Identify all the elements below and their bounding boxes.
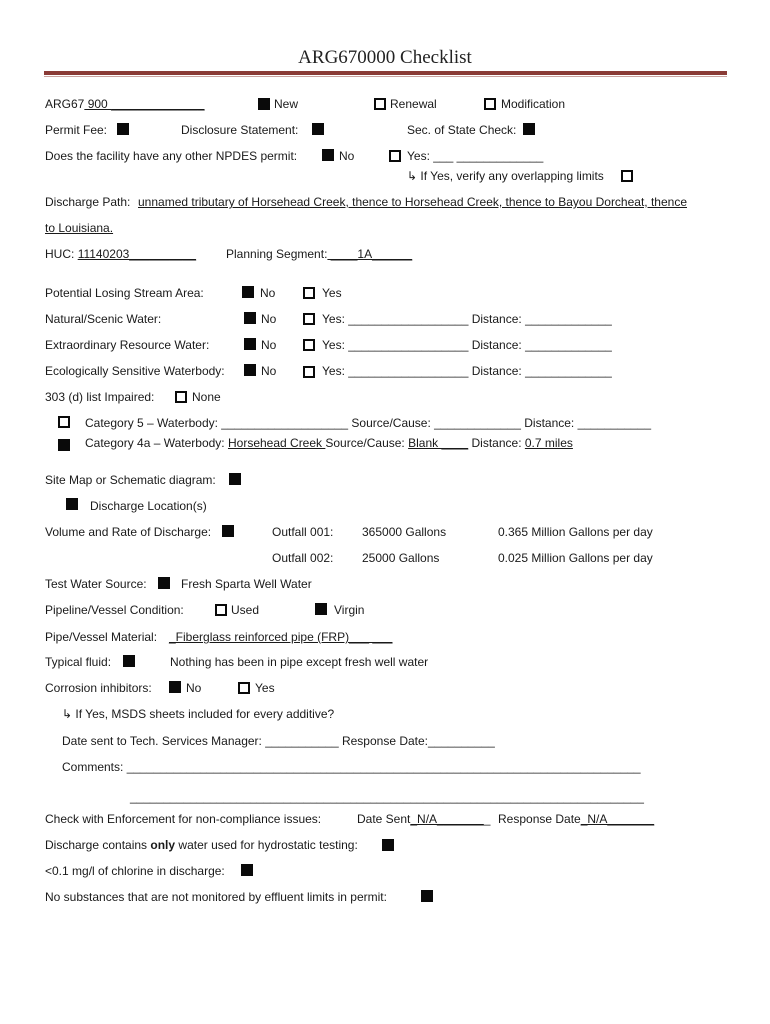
- disclosure-label: Disclosure Statement:: [181, 123, 299, 137]
- corrosion-yes-label: Yes: [255, 681, 275, 695]
- huc-label: HUC: 11140203__________: [45, 247, 197, 261]
- discharge-location-label: Discharge Location(s): [90, 499, 207, 513]
- modification-label: Modification: [501, 97, 566, 111]
- sec-state-checkbox[interactable]: [523, 123, 535, 135]
- extraordinary-label: Extraordinary Resource Water:: [45, 338, 210, 352]
- virgin-label: Virgin: [334, 603, 365, 617]
- pipeline-condition-label: Pipeline/Vessel Condition:: [45, 603, 184, 617]
- outfall-002-label: Outfall 002:: [272, 551, 334, 565]
- losing-no-label: No: [260, 286, 276, 300]
- ecologically-sensitive-label: Ecologically Sensitive Waterbody:: [45, 364, 225, 378]
- corrosion-yes-checkbox[interactable]: [238, 682, 250, 694]
- no-substances-checkbox[interactable]: [421, 890, 433, 902]
- discharge-path-value-cont: to Louisiana.: [45, 221, 114, 235]
- hydrostatic-only-checkbox[interactable]: [382, 839, 394, 851]
- natural-yes-checkbox[interactable]: [303, 313, 315, 325]
- natural-no-checkbox[interactable]: [244, 312, 256, 324]
- eco-yes-label: Yes: __________________ Distance: _____________: [322, 364, 612, 378]
- impaired-label: 303 (d) list Impaired:: [45, 390, 155, 404]
- huc-value: 11140203__________: [77, 247, 197, 261]
- corrosion-label: Corrosion inhibitors:: [45, 681, 152, 695]
- npdes-question: Does the facility have any other NPDES permit:: [45, 149, 298, 163]
- typical-fluid-label: Typical fluid:: [45, 655, 112, 669]
- disclosure-checkbox[interactable]: [312, 123, 324, 135]
- npdes-no-label: No: [339, 149, 355, 163]
- arg-value: 900: [84, 97, 112, 111]
- new-label: New: [274, 97, 299, 111]
- discharge-path-label: Discharge Path:: [45, 195, 131, 209]
- used-checkbox[interactable]: [215, 604, 227, 616]
- category4a-distance: 0.7 miles: [524, 436, 573, 450]
- chlorine-label: <0.1 mg/l of chlorine in discharge:: [45, 864, 225, 878]
- response-date: Response Date_N/A_______: [498, 812, 655, 826]
- extraordinary-no-label: No: [261, 338, 277, 352]
- outfall-001-gallons: 365000 Gallons: [362, 525, 447, 539]
- outfall-001-label: Outfall 001:: [272, 525, 334, 539]
- tech-services-dates: Date sent to Tech. Services Manager: ___________ Response Date:__________: [62, 734, 495, 748]
- category4a-source: Blank ____: [408, 436, 469, 450]
- planning-segment-value: ____1A______: [327, 247, 413, 261]
- arg-label: ARG67 900 ______________: [45, 97, 205, 111]
- used-label: Used: [231, 603, 260, 617]
- outfall-002-rate: 0.025 Million Gallons per day: [498, 551, 653, 565]
- extraordinary-no-checkbox[interactable]: [244, 338, 256, 350]
- new-checkbox[interactable]: [258, 98, 270, 110]
- impaired-none-checkbox[interactable]: [175, 391, 187, 403]
- title-rule-thin: [44, 76, 727, 77]
- response-date-value: _N/A_______: [580, 812, 655, 826]
- category5-text: Category 5 – Waterbody: ___________________ Source/Cause: _____________ Distance: ___________: [85, 416, 651, 430]
- renewal-label: Renewal: [390, 97, 437, 111]
- sec-state-label: Sec. of State Check:: [407, 123, 517, 137]
- natural-no-label: No: [261, 312, 277, 326]
- corrosion-no-checkbox[interactable]: [169, 681, 181, 693]
- date-sent: Date Sent_N/A________: [357, 812, 491, 826]
- comments-line: _____________________________________________________________________________: [126, 760, 641, 774]
- permit-fee-label: Permit Fee:: [45, 123, 108, 137]
- msds-note: ↳ If Yes, MSDS sheets included for every additive?: [62, 707, 335, 721]
- npdes-no-checkbox[interactable]: [322, 149, 334, 161]
- losing-no-checkbox[interactable]: [242, 286, 254, 298]
- category4a-waterbody: Horsehead Creek: [227, 436, 326, 450]
- eco-yes-checkbox[interactable]: [303, 366, 315, 378]
- losing-stream-label: Potential Losing Stream Area:: [45, 286, 204, 300]
- typical-fluid-checkbox[interactable]: [123, 655, 135, 667]
- eco-no-checkbox[interactable]: [244, 364, 256, 376]
- npdes-yes-checkbox[interactable]: [389, 150, 401, 162]
- material-label: Pipe/Vessel Material:: [45, 630, 158, 644]
- permit-fee-checkbox[interactable]: [117, 123, 129, 135]
- typical-fluid-value: Nothing has been in pipe except fresh well water: [170, 655, 429, 669]
- discharge-location-checkbox[interactable]: [66, 498, 78, 510]
- extraordinary-yes-checkbox[interactable]: [303, 339, 315, 351]
- planning-segment-label: Planning Segment: ____1A______: [226, 247, 413, 261]
- hydrostatic-only-label: Discharge contains only water used for hydrostatic testing:: [45, 838, 358, 852]
- natural-scenic-label: Natural/Scenic Water:: [45, 312, 162, 326]
- modification-checkbox[interactable]: [484, 98, 496, 110]
- category4a-checkbox[interactable]: [58, 439, 70, 451]
- page-title: ARG670000 Checklist: [298, 47, 472, 68]
- test-water-checkbox[interactable]: [158, 577, 170, 589]
- material-value: _Fiberglass reinforced pipe (FRP)___ ___: [169, 630, 393, 644]
- overlapping-limits-note: ↳ If Yes, verify any overlapping limits: [407, 169, 604, 183]
- category5-checkbox[interactable]: [58, 416, 70, 428]
- overlapping-limits-checkbox[interactable]: [621, 170, 633, 182]
- impaired-none-label: None: [192, 390, 221, 404]
- comments-line-2: _____________________________________________________________________________: [130, 790, 644, 804]
- virgin-checkbox[interactable]: [315, 603, 327, 615]
- date-sent-value: _N/A_______: [410, 812, 484, 826]
- comments-label: Comments: _____________________________________________________________________________: [62, 760, 641, 774]
- test-water-value: Fresh Sparta Well Water: [181, 577, 312, 591]
- title-rule: [44, 71, 727, 75]
- category4a-text: Category 4a – Waterbody: Horsehead Creek Source/Cause: Blank ____ Distance: 0.7 miles: [85, 436, 573, 450]
- chlorine-checkbox[interactable]: [241, 864, 253, 876]
- volume-rate-checkbox[interactable]: [222, 525, 234, 537]
- site-map-checkbox[interactable]: [229, 473, 241, 485]
- eco-no-label: No: [261, 364, 277, 378]
- discharge-path-value: unnamed tributary of Horsehead Creek, thence to Horsehead Creek, thence to Bayou Dorcheat, thence: [138, 195, 687, 209]
- natural-yes-label: Yes: __________________ Distance: _____________: [322, 312, 612, 326]
- enforcement-label: Check with Enforcement for non-compliance issues:: [45, 812, 322, 826]
- no-substances-label: No substances that are not monitored by effluent limits in permit:: [45, 890, 387, 904]
- losing-yes-label: Yes: [322, 286, 342, 300]
- corrosion-no-label: No: [186, 681, 202, 695]
- outfall-001-rate: 0.365 Million Gallons per day: [498, 525, 653, 539]
- npdes-yes-label: Yes: ___ _____________: [407, 149, 544, 163]
- test-water-label: Test Water Source:: [45, 577, 147, 591]
- renewal-checkbox[interactable]: [374, 98, 386, 110]
- extraordinary-yes-label: Yes: __________________ Distance: _____________: [322, 338, 612, 352]
- site-map-label: Site Map or Schematic diagram:: [45, 473, 216, 487]
- outfall-002-gallons: 25000 Gallons: [362, 551, 440, 565]
- volume-rate-label: Volume and Rate of Discharge:: [45, 525, 212, 539]
- losing-yes-checkbox[interactable]: [303, 287, 315, 299]
